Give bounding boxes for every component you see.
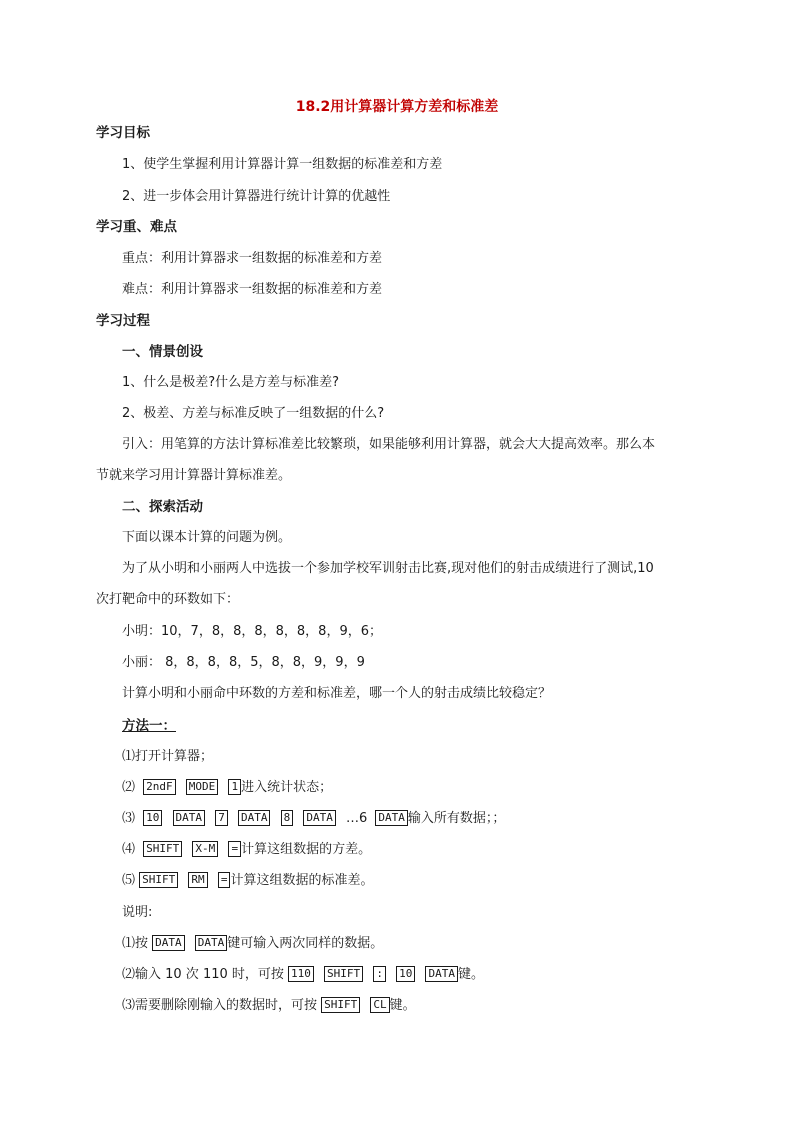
problem-text: 次打靶命中的环数如下： bbox=[96, 592, 240, 607]
step-line bbox=[122, 810, 505, 828]
calc-key: DATA bbox=[375, 810, 408, 826]
note-prefix: ⑴按 bbox=[122, 936, 149, 951]
intro-text: 节就来学习用计算器计算标准差。 bbox=[96, 468, 292, 483]
note-line bbox=[122, 966, 484, 984]
step-mid: …6 bbox=[346, 811, 368, 826]
key-point: 重点：利用计算器求一组数据的标准差和方差 bbox=[122, 251, 383, 266]
difficulty-heading: 学习重、难点 bbox=[96, 219, 177, 235]
question-text: 计算小明和小丽命中环数的方差和标准差，哪一个人的射击成绩比较稳定？ bbox=[122, 686, 552, 701]
calc-key: DATA bbox=[425, 966, 458, 982]
calc-key: = bbox=[218, 872, 231, 888]
calc-key: 1 bbox=[228, 779, 241, 795]
note-line bbox=[122, 997, 416, 1015]
note-prefix: ⑶需要删除刚输入的数据时，可按 bbox=[122, 998, 318, 1013]
calc-key: DATA bbox=[173, 810, 206, 826]
note-text: 键可输入两次同样的数据。 bbox=[227, 936, 384, 951]
step-prefix: ⑷ bbox=[122, 842, 136, 857]
data-xiaoli: 小丽： 8，8，8，8，5，8，8，9，9，9 bbox=[122, 655, 365, 670]
step-line bbox=[122, 872, 373, 890]
calc-key: DATA bbox=[152, 935, 185, 951]
hard-point: 难点：利用计算器求一组数据的标准差和方差 bbox=[122, 282, 383, 297]
problem-text: 为了从小明和小丽两人中选拔一个参加学校军训射击比赛,现对他们的射击成绩进行了测试,10 bbox=[122, 561, 654, 576]
calc-key: SHIFT bbox=[321, 997, 360, 1013]
calc-key: X-M bbox=[192, 841, 218, 857]
note-text: 键。 bbox=[389, 998, 416, 1013]
step-line: ⑴打开计算器； bbox=[122, 749, 214, 764]
step-text: 进入统计状态； bbox=[241, 780, 333, 795]
calc-key: 10 bbox=[143, 810, 162, 826]
question-item: 2、极差、方差与标准反映了一组数据的什么? bbox=[122, 406, 385, 421]
note-line bbox=[122, 935, 383, 953]
calc-key: MODE bbox=[186, 779, 219, 795]
step-prefix: ⑵ bbox=[122, 780, 136, 795]
step-text: 计算这组数据的标准差。 bbox=[230, 873, 374, 888]
process-heading: 学习过程 bbox=[96, 313, 150, 329]
note-text: 键。 bbox=[457, 967, 484, 982]
step-text: 计算这组数据的方差。 bbox=[241, 842, 372, 857]
step-prefix: ⑶ bbox=[122, 811, 136, 826]
calc-key: 2ndF bbox=[143, 779, 176, 795]
step-line bbox=[122, 779, 332, 797]
question-item: 1、什么是极差?什么是方差与标准差? bbox=[122, 375, 340, 390]
calc-key: 8 bbox=[281, 810, 294, 826]
calc-key: : bbox=[373, 966, 386, 982]
step-text: 输入所有数据；； bbox=[407, 811, 506, 826]
calc-key: SHIFT bbox=[139, 872, 178, 888]
example-lead: 下面以课本计算的问题为例。 bbox=[122, 530, 292, 545]
calc-key: RM bbox=[188, 872, 207, 888]
calc-key: = bbox=[228, 841, 241, 857]
goals-heading: 学习目标 bbox=[96, 125, 150, 141]
step-prefix: ⑸ bbox=[122, 873, 136, 888]
calc-key: DATA bbox=[195, 935, 228, 951]
data-xiaoming: 小明：10，7，8，8，8，8，8，8，9，6； bbox=[122, 624, 382, 639]
method-heading: 方法一： bbox=[122, 718, 176, 734]
calc-key: DATA bbox=[303, 810, 336, 826]
calc-key: 10 bbox=[396, 966, 415, 982]
calc-key: SHIFT bbox=[143, 841, 182, 857]
calc-key: CL bbox=[370, 997, 389, 1013]
step-line bbox=[122, 841, 371, 859]
note-prefix: ⑵输入 10 次 110 时，可按 bbox=[122, 967, 284, 982]
goal-item: 2、进一步体会用计算器进行统计计算的优越性 bbox=[122, 189, 391, 204]
calc-key: 110 bbox=[288, 966, 314, 982]
calc-key: 7 bbox=[215, 810, 228, 826]
goal-item: 1、使学生掌握利用计算器计算一组数据的标准差和方差 bbox=[122, 157, 443, 172]
page-title: 18.2用计算器计算方差和标准差 bbox=[295, 99, 499, 115]
intro-text: 引入：用笔算的方法计算标准差比较繁琐，如果能够利用计算器，就会大大提高效率。那么本 bbox=[122, 437, 656, 452]
section-heading: 二、探索活动 bbox=[122, 499, 203, 515]
note-heading: 说明: bbox=[122, 905, 153, 920]
calc-key: SHIFT bbox=[324, 966, 363, 982]
calc-key: DATA bbox=[238, 810, 271, 826]
section-heading: 一、情景创设 bbox=[122, 344, 203, 360]
